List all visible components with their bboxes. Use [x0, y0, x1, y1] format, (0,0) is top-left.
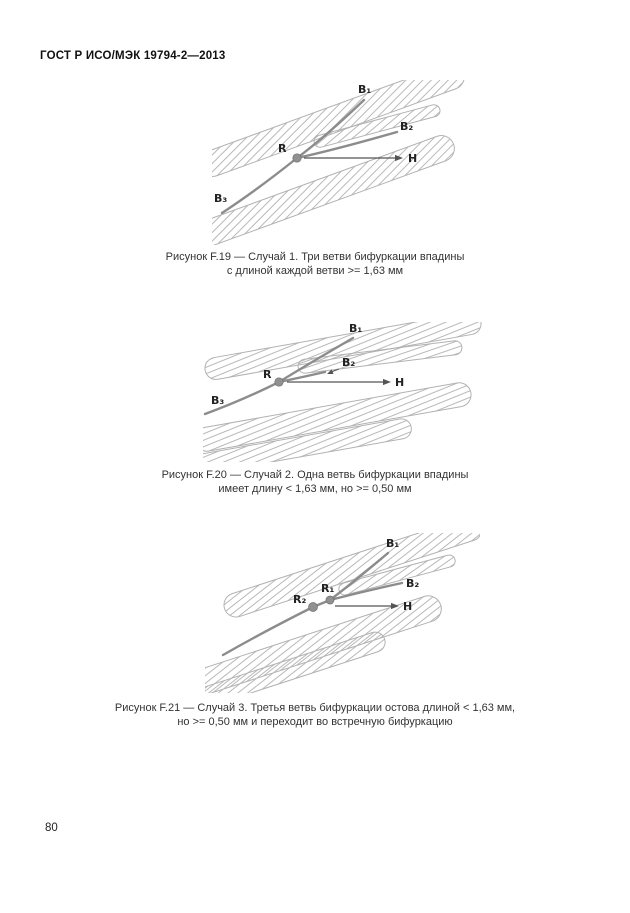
caption-line-1: Рисунок F.21 — Случай 3. Третья ветвь бифуркации остова длиной < 1,63 мм, [114, 702, 516, 714]
label-b3: B₃ [214, 192, 228, 205]
label-b1: B₁ [386, 537, 400, 550]
label-b1: B₁ [358, 83, 372, 96]
caption-line-2: имеет длину < 1,63 мм, но >= 0,50 мм [218, 483, 412, 495]
label-h: H [403, 600, 413, 613]
figure-f19-diagram [212, 80, 482, 245]
standard-number-header: ГОСТ Р ИСО/МЭК 19794-2—2013 [40, 50, 226, 62]
figure-f19-caption [0, 250, 630, 278]
label-r1: R₁ [321, 582, 335, 595]
ridge-bands [205, 533, 480, 693]
bifurcation-point-r1 [326, 596, 334, 604]
label-h: H [395, 376, 405, 389]
label-h: H [408, 152, 418, 165]
bifurcation-point-r [275, 378, 283, 386]
label-r2: R₂ [293, 593, 307, 606]
arrowhead-h-icon [383, 379, 391, 385]
bifurcation-point-r2 [309, 603, 318, 612]
label-r: R [263, 368, 272, 381]
label-b2: B₂ [342, 356, 356, 369]
caption-line-1: Рисунок F.19 — Случай 1. Три ветви бифуркации впадины [165, 251, 465, 263]
label-b3: B₃ [211, 394, 225, 407]
label-b2: B₂ [406, 577, 420, 590]
caption-line-2: но >= 0,50 мм и переходит во встречную бифуркацию [177, 716, 453, 728]
label-r: R [278, 142, 287, 155]
figure-f20-caption [0, 468, 630, 496]
figure-f21-diagram [205, 533, 480, 693]
label-b2: B₂ [400, 120, 414, 133]
label-b1: B₁ [349, 322, 363, 335]
ridge-bands [212, 80, 468, 245]
caption-line-1: Рисунок F.20 — Случай 2. Одна ветвь бифуркации впадины [161, 469, 469, 481]
figure-f20-diagram [203, 322, 483, 462]
page-number: 80 [45, 822, 58, 834]
caption-line-2: с длиной каждой ветви >= 1,63 мм [226, 265, 404, 277]
figure-f21-caption [0, 701, 630, 729]
bifurcation-point-r [293, 154, 301, 162]
